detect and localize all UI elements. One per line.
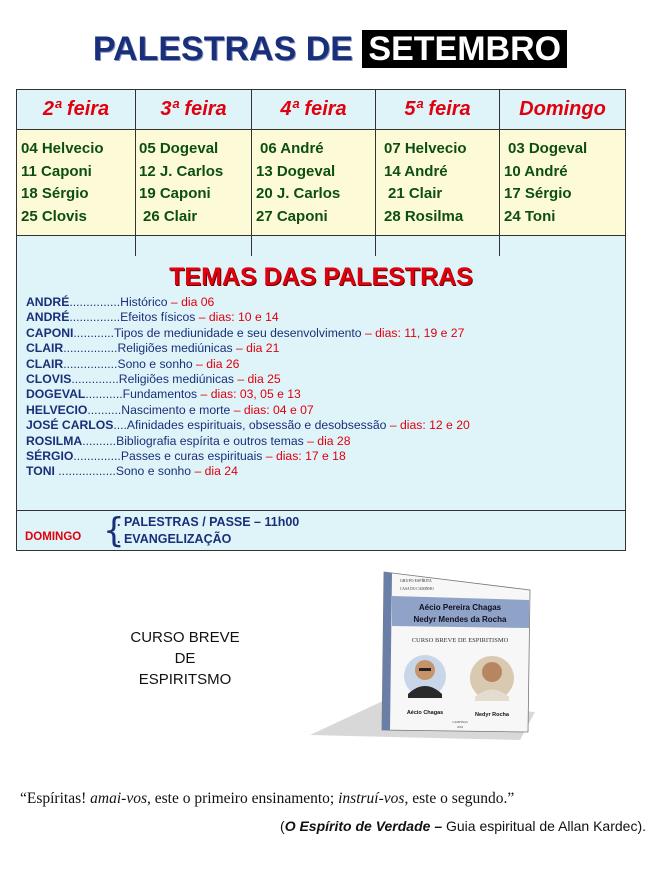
book-page: [382, 572, 530, 732]
speaker-name: CAPONI: [26, 325, 74, 340]
day-column-sunday: [504, 138, 587, 228]
schedule-spacer-row: [17, 236, 625, 257]
schedule-entry: 04 Helvecio: [21, 140, 104, 157]
theme-days: – dias: 04 e 07: [230, 402, 314, 417]
course-line: ESPIRITSMO: [138, 671, 232, 688]
book-city: CAMPINAS: [452, 720, 468, 724]
theme-days: – dia 26: [192, 356, 240, 371]
day-column-tuesday: [139, 138, 223, 228]
theme-days: – dia 21: [232, 341, 280, 356]
theme-row: [26, 449, 470, 464]
theme-topic: Passes e curas espirituais: [120, 449, 263, 464]
schedule-entry: 26 Clair: [143, 207, 198, 225]
speaker-name: CLAIR: [26, 341, 64, 356]
quote-emphasis-2: instruí-vos: [338, 790, 405, 807]
portrait-head-right: [482, 662, 502, 682]
schedule-body-row: [17, 130, 625, 236]
course-line: CURSO BREVE: [130, 629, 240, 646]
speaker-name: ANDRÉ: [26, 310, 70, 325]
book-publisher-1: GRUPO ESPÍRITA: [400, 578, 432, 583]
theme-topic: Religiões mediúnicas: [117, 341, 233, 356]
schedule-entry: 03 Dogeval: [508, 140, 588, 157]
leader-dots: ............: [73, 325, 115, 340]
day-column-monday: [21, 138, 104, 228]
book-cover-image: [300, 570, 535, 740]
speaker-name: ROSILMA: [26, 433, 83, 448]
schedule-entry: 06 André: [260, 140, 324, 157]
quote-end: , este o segundo.”: [404, 790, 515, 807]
column-divider: [375, 90, 376, 256]
book-author-2: Nedyr Mendes da Rocha: [413, 615, 507, 624]
theme-topic: Sono e sonho: [115, 464, 192, 479]
theme-row: [26, 341, 470, 356]
leader-dots: ....: [113, 418, 127, 433]
schedule-entry: 18 Sérgio: [21, 185, 89, 202]
schedule-entry: 27 Caponi: [256, 207, 328, 225]
schedule-entry: 21 Clair: [388, 185, 443, 202]
brace-icon: {: [103, 511, 125, 551]
speaker-name: CLAIR: [26, 356, 64, 371]
theme-row: [26, 464, 470, 479]
theme-topic: Fundamentos: [122, 387, 198, 402]
theme-row: [26, 403, 470, 418]
speaker-name: CLOVIS: [26, 372, 72, 387]
day-header-sunday: Domingo: [519, 98, 606, 120]
schedule-entry: 13 Dogeval: [256, 162, 336, 180]
theme-days: – dias: 03, 05 e 13: [197, 387, 301, 402]
schedule-entry: 12 J. Carlos: [139, 162, 224, 180]
schedule-entry: 28 Rosilma: [384, 207, 464, 225]
speaker-name: ANDRÉ: [26, 295, 70, 309]
attribution-open: (: [280, 818, 285, 834]
book-caption-1: Aécio Chagas: [406, 710, 444, 716]
footer-line-lectures: . PALESTRAS / PASSE – 11h00: [117, 515, 300, 529]
day-column-thursday: [384, 138, 467, 228]
theme-days: – dias: 17 e 18: [262, 449, 346, 464]
schedule-entry: 25 Clovis: [21, 207, 87, 225]
course-title: [100, 627, 270, 690]
leader-dots: ...........: [85, 387, 123, 402]
quote-middle: , este o primeiro ensinamento;: [147, 790, 339, 807]
attribution-rest: Guia espiritual de Allan Kardec).: [442, 818, 646, 834]
portrait-glasses-left: [419, 668, 431, 671]
footer-line-evangelization: . EVANGELIZAÇÃO: [117, 532, 232, 546]
themes-section: [17, 257, 625, 511]
theme-topic: Religiões mediúnicas: [118, 372, 234, 387]
schedule-entry: 11 Caponi: [21, 162, 92, 180]
theme-row: [26, 418, 470, 433]
theme-topic: Efeitos físicos: [120, 310, 196, 325]
day-header-wednesday: 4ª feira: [280, 98, 347, 120]
theme-topic: Nascimento e morte: [121, 402, 231, 417]
title-part1: PALESTRAS DE: [92, 30, 353, 68]
speaker-name: TONI: [26, 464, 55, 479]
schedule-table: [16, 89, 626, 551]
leader-dots: ................: [63, 341, 118, 356]
speaker-name: HELVECIO: [26, 402, 88, 417]
speaker-name: JOSÉ CARLOS: [26, 418, 114, 433]
theme-topic: Histórico: [120, 295, 168, 309]
day-header-thursday: 5ª feira: [404, 98, 471, 120]
schedule-entry: 19 Caponi: [139, 185, 211, 202]
day-header-monday: 2ª feira: [42, 98, 110, 120]
leader-dots: ................: [63, 356, 118, 371]
leader-dots: ..............: [71, 372, 119, 387]
quote-line: [20, 790, 650, 808]
theme-days: – dia 06: [167, 295, 215, 309]
quote-attribution: [280, 818, 646, 834]
domingo-label: DOMINGO: [25, 531, 82, 543]
speaker-name: SÉRGIO: [26, 449, 74, 464]
schedule-entry: 17 Sérgio: [504, 185, 572, 202]
day-header-tuesday: 3ª feira: [160, 98, 227, 120]
attribution-source: O Espírito de Verdade –: [284, 818, 443, 834]
day-column-wednesday: [256, 138, 340, 228]
theme-row: [26, 295, 470, 310]
title-part2: SETEMBRO: [362, 30, 567, 68]
book-caption-2: Nedyr Rocha: [475, 712, 509, 718]
theme-row: [26, 357, 470, 372]
theme-row: [26, 434, 470, 449]
themes-list: [26, 295, 470, 480]
footer-section: [17, 511, 625, 550]
theme-row: [26, 310, 470, 325]
book-author-1: Aécio Pereira Chagas: [418, 603, 502, 612]
quote-emphasis-1: amai-vos: [90, 790, 147, 807]
leader-dots: .................: [54, 464, 116, 479]
column-divider: [251, 90, 252, 256]
speaker-name: DOGEVAL: [26, 387, 86, 402]
column-divider: [499, 90, 500, 256]
theme-topic: Afinidades espirituais, obsessão e desobsessão: [126, 418, 387, 433]
theme-row: [26, 387, 470, 402]
book-title: CURSO BREVE DE ESPIRITISMO: [411, 637, 509, 644]
quote-open: “Espíritas!: [20, 790, 91, 807]
schedule-entry: 07 Helvecio: [384, 140, 467, 157]
schedule-entry: 24 Toni: [504, 207, 556, 225]
theme-days: – dia 24: [191, 464, 238, 479]
theme-days: – dias: 11, 19 e 27: [361, 325, 465, 340]
book-publisher-2: CASA DO CAMINHO: [400, 587, 434, 591]
theme-days: – dias: 10 e 14: [195, 310, 279, 325]
leader-dots: ...............: [69, 295, 121, 309]
theme-days: – dias: 12 e 20: [386, 418, 470, 433]
course-line: DE: [174, 650, 196, 667]
theme-days: – dia 25: [233, 372, 281, 387]
schedule-entry: 20 J. Carlos: [256, 185, 341, 202]
leader-dots: ...............: [69, 310, 121, 325]
theme-days: – dia 28: [303, 433, 351, 448]
theme-row: [26, 372, 470, 387]
column-divider: [135, 90, 136, 256]
schedule-entry: 14 André: [384, 162, 448, 180]
schedule-entry: 05 Dogeval: [139, 140, 219, 157]
themes-title: TEMAS DAS PALESTRAS: [169, 263, 473, 291]
theme-topic: Sono e sonho: [117, 356, 193, 371]
book-year: 2004: [457, 725, 463, 729]
page-title: [0, 30, 660, 69]
leader-dots: ..............: [73, 449, 121, 464]
leader-dots: ..........: [87, 402, 122, 417]
theme-topic: Tipos de mediunidade e seu desenvolvimento: [114, 325, 362, 340]
schedule-entry: 10 André: [504, 162, 568, 180]
theme-topic: Bibliografia espírita e outros temas: [116, 433, 304, 448]
leader-dots: ..........: [82, 433, 117, 448]
schedule-header-row: [17, 90, 625, 130]
theme-row: [26, 326, 470, 341]
